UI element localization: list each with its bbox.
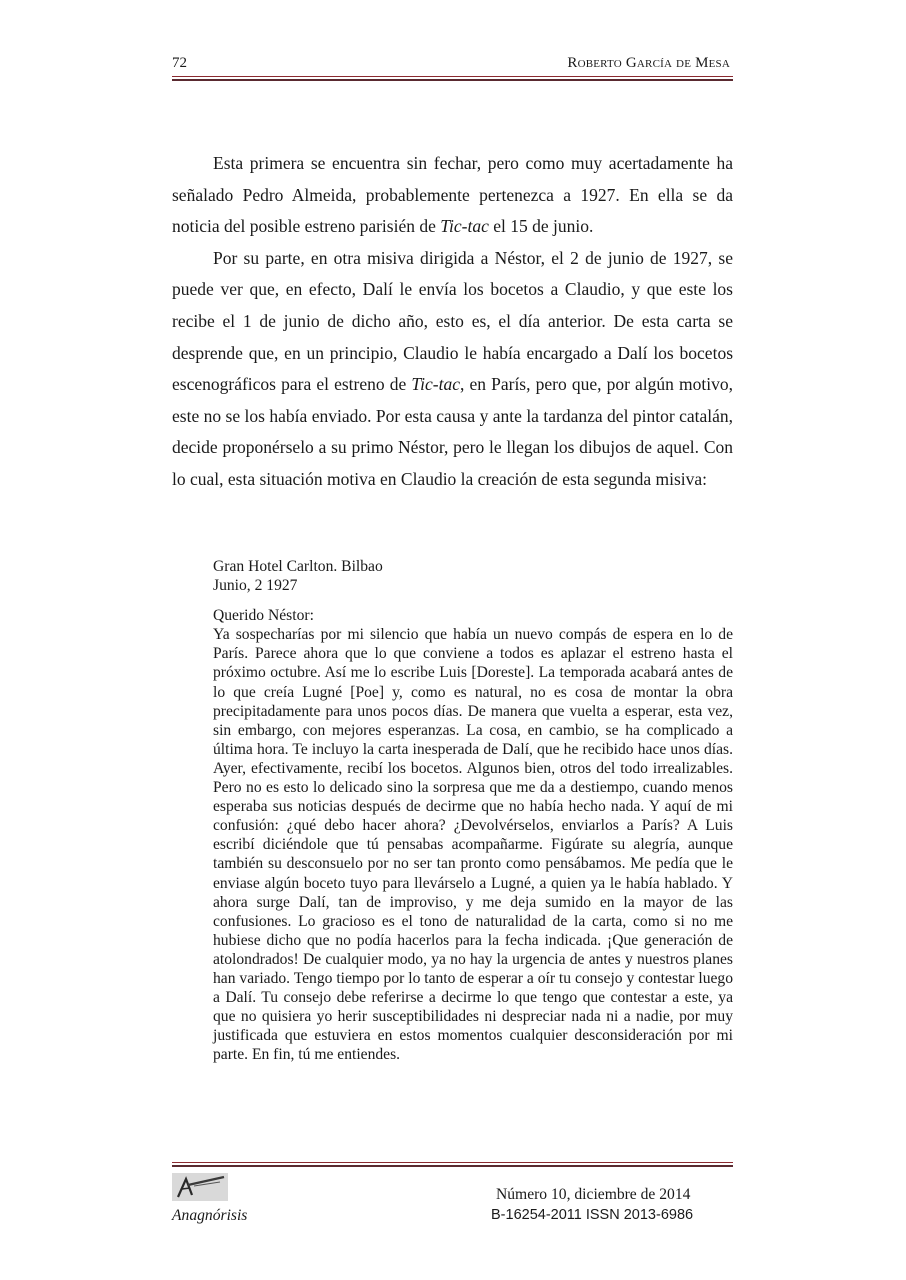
letter-body: Ya sospecharías por mi silencio que había un nuevo compás de espera en lo de París. Parece ahora que lo que conviene a todos es aplazar el estreno hasta el próximo octubre. Así me lo escribe Luis [Doreste]. La temporada acabará antes de lo que creía Lugné [Poe] y, como es natural, no es cosa de montar la obra precipitadamente para unos pocos días. De manera que vuelta a esperar, esta vez, sin embargo, con mejores esperanzas. La cosa, en cambio, se ha complicado a última hora. Te incluyo la carta inesperada de Dalí, que he recibido hace unos días. Ayer, efectivamente, recibí los bocetos. Algunos bien, otros del todo irrealizables. Pero no es esto lo delicado sino la sorpresa que me da a destiempo, cuando menos esperaba sus noticias después de decirme que no había hecho nada. Y aquí de mi confusión: ¿qué debo hacer ahora? ¿Devolvérselos, enviarlos a París? A Luis escribí diciéndole que tú pensabas acompañarme. Figúrate su alegría, aunque también su desconsuelo por no ser tan pronto como pensábamos. Me pedía que le enviase algún boceto tuyo para llevárselo a Lugné, a quien ya le había hablado. Y ahora surge Dalí, tan de improviso, y me deja sumido en la mayor de las confusiones. Lo gracioso es el tono de naturalidad de la carta, como si no me hubiese dicho que no podía hacerlos para la fecha indicada. ¡Que generación de atolondrados! De cualquier modo, ya no hay la urgencia de antes y nuestros planes han variado. Tengo tiempo por lo tanto de esperar a oír tu consejo y contestar luego a Dalí. Tu consejo debe referirse a decirme lo que tengo que contestar a este, ya que no quisiera yo herir susceptibilidades ni despreciar nada ni a nadie, por muy justificada que estuviera en estos momentos cualquier desconsideración por mi parte. En fin, tú me entiendes. xyxy=(213,626,733,1064)
body-text xyxy=(172,148,733,496)
paragraph-1: Esta primera se encuentra sin fechar, pero como muy acertadamente ha señalado Pedro Almeida, probablemente pertenezca a 1927. En ella se da noticia del posible estreno parisién de Tic-tac el 15 de junio. xyxy=(172,153,733,237)
letter-date: Junio, 2 1927 xyxy=(213,577,298,595)
letter-quote xyxy=(213,557,733,1064)
journal-logo-icon xyxy=(172,1173,228,1201)
letter-place: Gran Hotel Carlton. Bilbao xyxy=(213,558,383,575)
work-title: Tic-tac xyxy=(411,374,460,395)
page-number: 72 xyxy=(172,55,187,71)
issue-info: Número 10, diciembre de 2014 xyxy=(496,1186,691,1203)
running-head-author: Roberto García de Mesa xyxy=(567,55,730,71)
letter-salutation: Querido Néstor: xyxy=(213,607,314,625)
paragraph-2: Por su parte, en otra misiva dirigida a Néstor, el 2 de junio de 1927, se puede ver que, en efecto, Dalí le envía los bocetos a Claudio, y que este los recibe el 1 de junio de dicho año, esto es, el día anterior. De esta carta se desprende que, en un principio, Claudio le había encargado a Dalí los bocetos escenográficos para el estreno de Tic-tac, en París, pero que, por algún motivo, este no se los había enviado. Por esta causa y ante la tardanza del pintor catalán, decide proponérselo a su primo Néstor, pero le llegan los dibujos de aquel. Con lo cual, esta situación motiva en Claudio la creación de esta segunda misiva: xyxy=(172,247,733,489)
journal-name: Anagnórisis xyxy=(172,1207,248,1224)
issn-info: B-16254-2011 ISSN 2013-6986 xyxy=(491,1207,694,1223)
work-title: Tic-tac xyxy=(440,216,489,237)
